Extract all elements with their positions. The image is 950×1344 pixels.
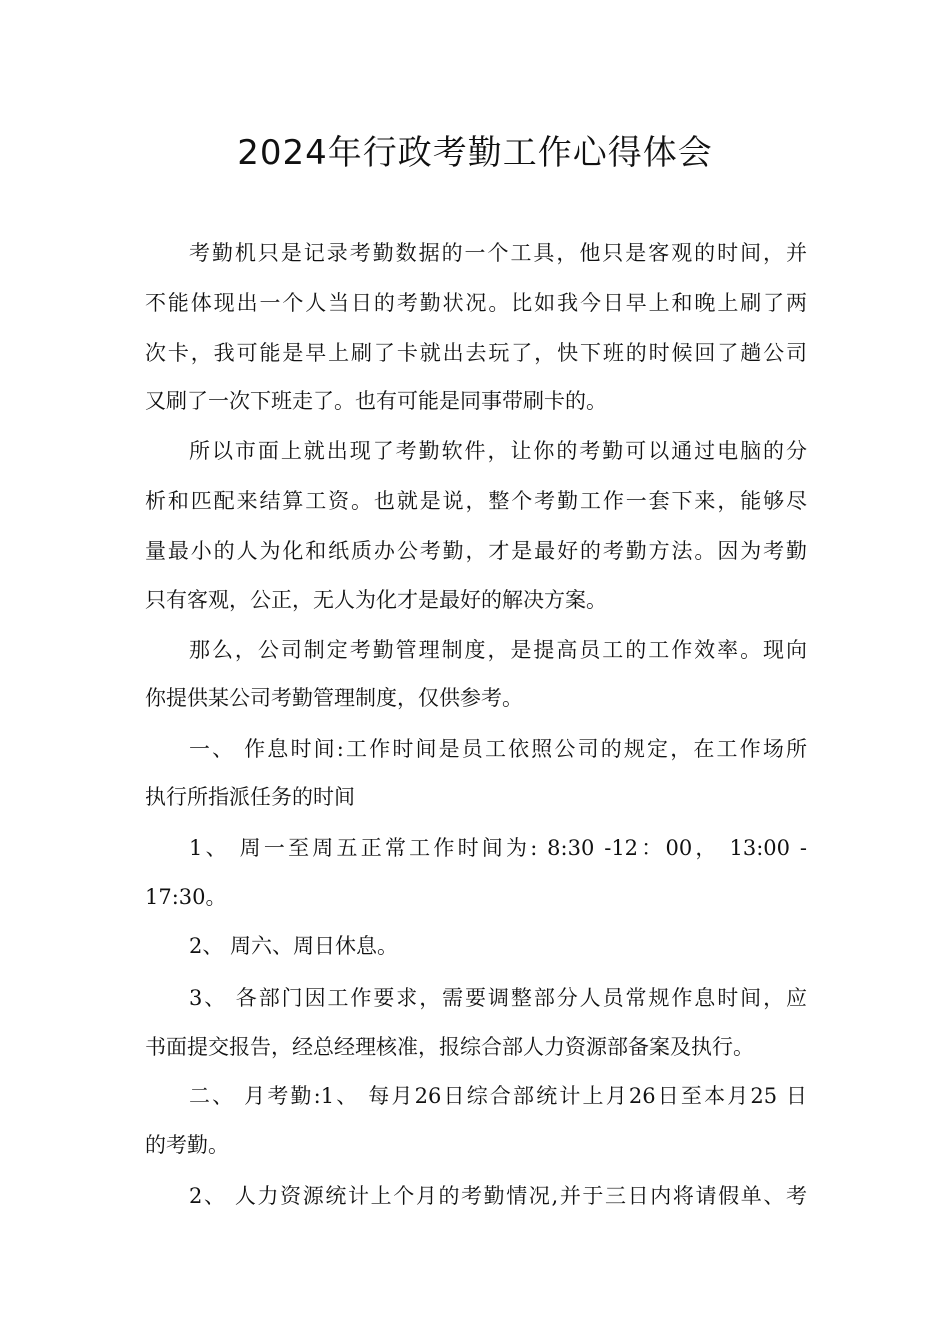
paragraph-line: 那么，公司制定考勤管理制度，是提高员工的工作效率。现向 bbox=[189, 638, 807, 662]
paragraph-line: 的考勤。 bbox=[145, 1133, 229, 1157]
paragraph-line: 你提供某公司考勤管理制度，仅供参考。 bbox=[145, 686, 523, 710]
paragraph-line: 17:30。 bbox=[145, 885, 227, 909]
paragraph-line: 所以市面上就出现了考勤软件，让你的考勤可以通过电脑的分 bbox=[189, 439, 807, 463]
paragraph-line: 执行所指派任务的时间 bbox=[145, 785, 355, 809]
paragraph-line: 不能体现出一个人当日的考勤状况。比如我今日早上和晚上刷了两 bbox=[145, 291, 807, 315]
paragraph-line: 次卡，我可能是早上刷了卡就出去玩了，快下班的时候回了趟公司 bbox=[145, 341, 807, 365]
paragraph-line: 析和匹配来结算工资。也就是说，整个考勤工作一套下来，能够尽 bbox=[145, 489, 807, 513]
document-title: 2024年行政考勤工作心得体会 bbox=[237, 133, 713, 173]
paragraph-line: 书面提交报告，经总经理核准，报综合部人力资源部备案及执行。 bbox=[145, 1035, 754, 1059]
section-heading-line: 二、 月考勤:1、 每月26日综合部统计上月26日至本月25 日 bbox=[189, 1084, 807, 1108]
list-item-line: 1、 周一至周五正常工作时间为: 8:30 -12：00， 13:00 - bbox=[189, 836, 807, 860]
list-item-line: 2、 人力资源统计上个月的考勤情况,并于三日内将请假单、考 bbox=[189, 1184, 807, 1208]
paragraph-line: 量最小的人为化和纸质办公考勤，才是最好的考勤方法。因为考勤 bbox=[145, 539, 807, 563]
paragraph-line: 只有客观，公正，无人为化才是最好的解决方案。 bbox=[145, 588, 607, 612]
list-item-line: 3、 各部门因工作要求，需要调整部分人员常规作息时间，应 bbox=[189, 986, 807, 1010]
section-heading-line: 一、 作息时间:工作时间是员工依照公司的规定，在工作场所 bbox=[189, 737, 807, 761]
list-item-line: 2、 周六、周日休息。 bbox=[189, 934, 399, 958]
paragraph-line: 考勤机只是记录考勤数据的一个工具，他只是客观的时间，并 bbox=[189, 241, 807, 265]
paragraph-line: 又刷了一次下班走了。也有可能是同事带刷卡的。 bbox=[145, 389, 607, 413]
